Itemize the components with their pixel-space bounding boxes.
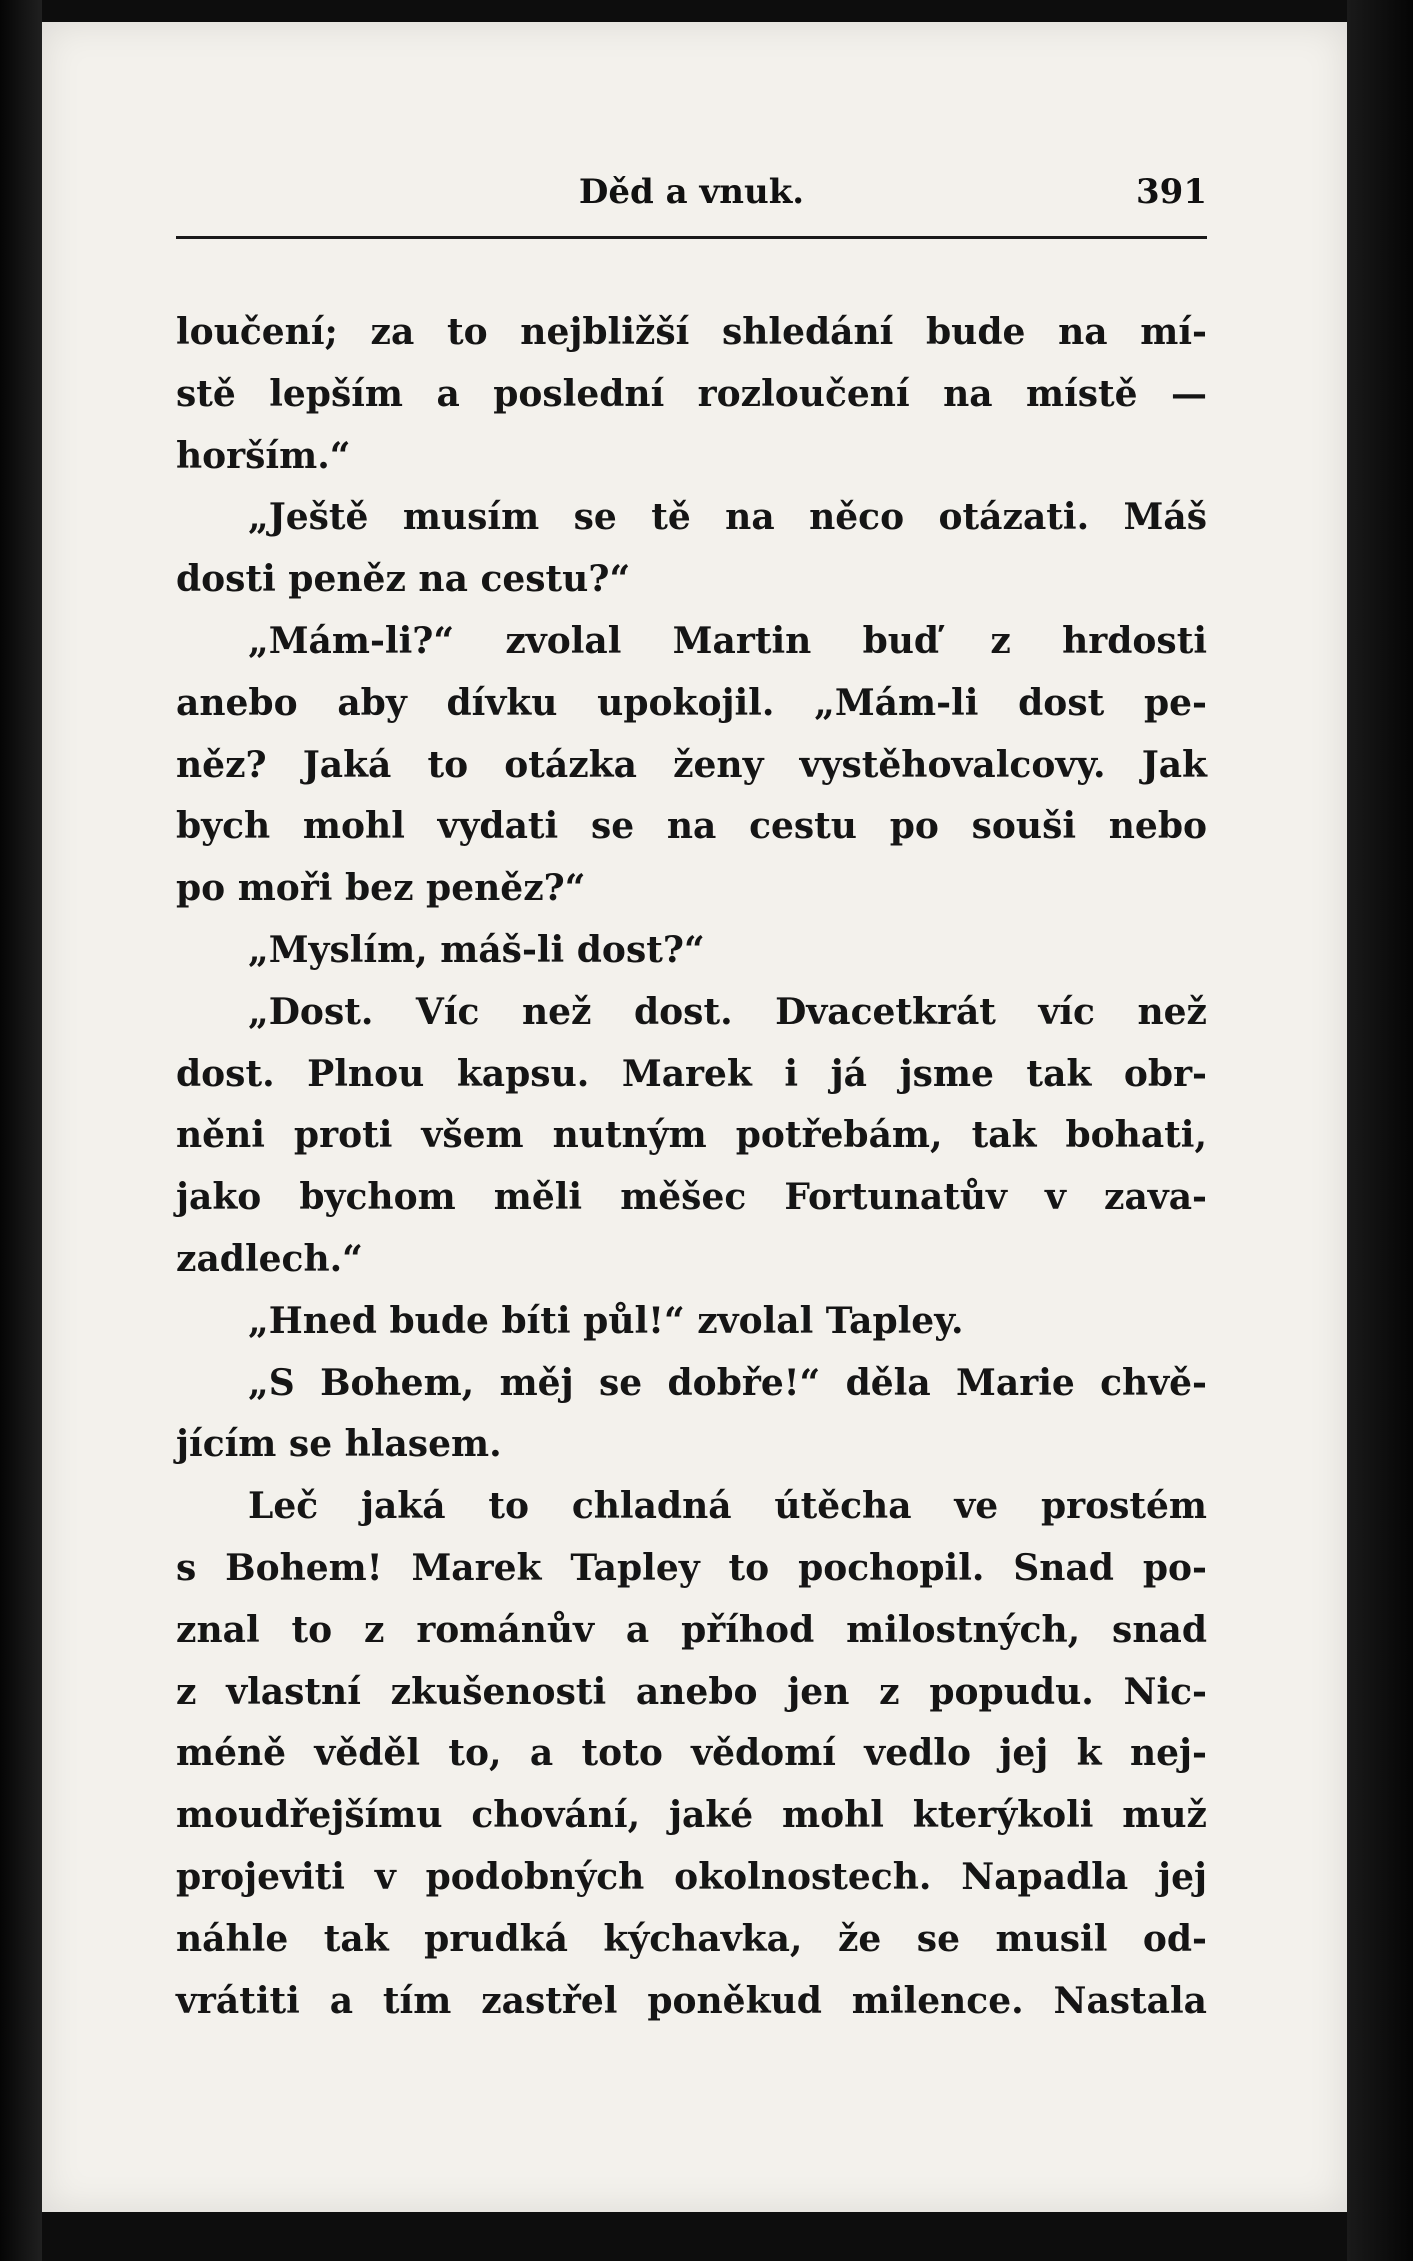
running-title: Děd a vnuk. bbox=[578, 172, 805, 212]
text-line: z vlastní zkušenosti anebo jen z popudu. Nic- bbox=[176, 1670, 1207, 1713]
text-line: Leč jaká to chladná útěcha ve prostém bbox=[248, 1485, 1207, 1528]
text-line: jako bychom měli měšec Fortunatův v zava- bbox=[176, 1176, 1207, 1219]
text-line: loučení; za to nejbližší shledání bude na mí- bbox=[176, 311, 1207, 353]
text-line: bych mohl vydati se na cestu po souši nebo bbox=[176, 805, 1207, 848]
text-line: dost. Plnou kapsu. Marek i já jsme tak obr- bbox=[176, 1052, 1207, 1095]
running-head bbox=[176, 172, 1207, 222]
header-rule bbox=[176, 236, 1207, 239]
text-line: „Dost. Víc než dost. Dvacetkrát víc než bbox=[248, 990, 1207, 1033]
text-line: vrátiti a tím zastřel poněkud milence. Nastala bbox=[176, 1979, 1207, 2022]
text-line: dosti peněz na cestu?“ bbox=[176, 558, 631, 601]
text-line: „Mám-li?“ zvolal Martin buď z hrdosti bbox=[248, 619, 1207, 662]
text-line: něz? Jaká to otázka ženy vystěhovalcovy. Jak bbox=[176, 743, 1207, 786]
text-line: zadlech.“ bbox=[176, 1237, 363, 1280]
text-line: jícím se hlasem. bbox=[176, 1423, 502, 1466]
text-line: stě lepším a poslední rozloučení na místě — bbox=[176, 372, 1207, 415]
text-line: s Bohem! Marek Tapley to pochopil. Snad po- bbox=[176, 1546, 1207, 1589]
scan-edge-right bbox=[1347, 0, 1413, 2261]
text-line: „S Bohem, měj se dobře!“ děla Marie chvě- bbox=[248, 1361, 1207, 1404]
text-line: něni proti všem nutným potřebám, tak bohati, bbox=[176, 1114, 1207, 1157]
text-line: méně věděl to, a toto vědomí vedlo jej k nej- bbox=[176, 1732, 1207, 1775]
text-line: projeviti v podobných okolnostech. Napadla jej bbox=[176, 1855, 1207, 1898]
text-line: moudřejšímu chování, jaké mohl kterýkoli muž bbox=[176, 1794, 1207, 1837]
text-line: znal to z románův a příhod milostných, snad bbox=[176, 1608, 1207, 1651]
text-line: „Hned bude bíti půl!“ zvolal Tapley. bbox=[248, 1299, 964, 1342]
text-line: „Myslím, máš-li dost?“ bbox=[248, 928, 705, 971]
text-line: náhle tak prudká kýchavka, že se musil od- bbox=[176, 1917, 1207, 1960]
scan-edge-left bbox=[0, 0, 42, 2261]
page-number: 391 bbox=[1136, 172, 1207, 212]
text-line: po moři bez peněz?“ bbox=[176, 867, 586, 910]
body-text bbox=[176, 302, 1207, 2032]
text-line: „Ještě musím se tě na něco otázati. Máš bbox=[248, 496, 1207, 539]
text-line: horším.“ bbox=[176, 434, 351, 477]
text-line: anebo aby dívku upokojil. „Mám-li dost pe- bbox=[176, 681, 1207, 724]
